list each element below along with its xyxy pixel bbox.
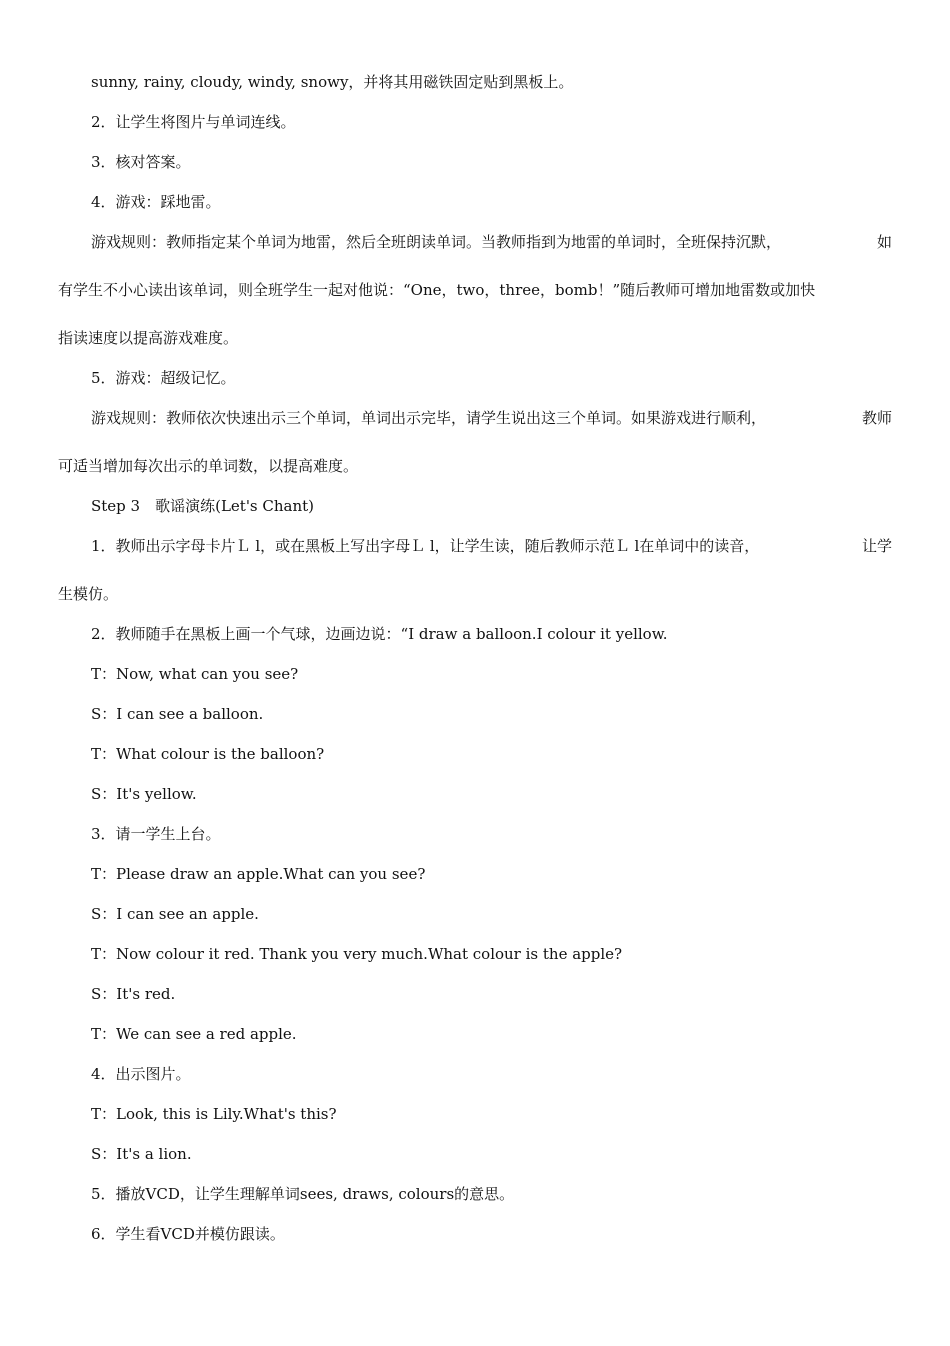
paragraph-draw-balloon: 2．教师随手在黑板上画一个气球，边画边说：“I draw a balloon.I colour it yellow. — [91, 625, 668, 643]
paragraph-letter-card-line-2: 生模仿。 — [58, 585, 119, 603]
text-segment: 如 — [876, 233, 892, 251]
dialogue-line: T：We can see a red apple. — [91, 1025, 297, 1043]
dialogue-line: T：What colour is the balloon? — [91, 745, 325, 763]
paragraph-game-rules-1-line-1 — [91, 232, 892, 252]
paragraph-game-rules-2-line-1 — [91, 408, 892, 428]
paragraph-game-rules-1-line-2: 有学生不小心读出该单词，则全班学生一起对他说：“One，two，three，bomb！”随后教师可增加地雷数或加快 — [58, 281, 816, 299]
paragraph-student-stage: 3．请一学生上台。 — [91, 825, 221, 843]
paragraph-game-rules-2-line-2: 可适当增加每次出示的单词数，以提高难度。 — [58, 457, 359, 475]
dialogue-line: S：I can see a balloon. — [91, 705, 264, 723]
text-segment: 1．教师出示字母卡片Ｌ l，或在黑板上写出字母Ｌ l，让学生读，随后教师示范Ｌ l在单词中的读音， — [91, 537, 760, 555]
paragraph-step-2: 2．让学生将图片与单词连线。 — [91, 113, 296, 131]
text-segment: 游戏规则：教师指定某个单词为地雷，然后全班朗读单词。当教师指到为地雷的单词时，全班保持沉默， — [91, 233, 782, 251]
text-segment: 教师 — [861, 409, 892, 427]
dialogue-line: T：Look, this is Lily.What's this? — [91, 1105, 337, 1123]
paragraph-game-rules-1-line-3: 指读速度以提高游戏难度。 — [58, 329, 239, 347]
paragraph-watch-vcd: 6．学生看VCD并模仿跟读。 — [91, 1225, 285, 1243]
paragraph-game-super-memory: 5．游戏：超级记忆。 — [91, 369, 236, 387]
dialogue-line: S：It's red. — [91, 985, 176, 1003]
dialogue-line: T：Now, what can you see? — [91, 665, 299, 683]
paragraph-show-picture: 4．出示图片。 — [91, 1065, 191, 1083]
dialogue-line: T：Now colour it red. Thank you very much.What colour is the apple? — [91, 945, 623, 963]
paragraph-weather-words: sunny, rainy, cloudy, windy, snowy，并将其用磁铁固定贴到黑板上。 — [91, 73, 574, 91]
section-heading-step-3: Step 3 歌谣演练(Let's Chant) — [91, 497, 315, 515]
text-segment: 游戏规则：教师依次快速出示三个单词，单词出示完毕，请学生说出这三个单词。如果游戏进行顺利， — [91, 409, 767, 427]
dialogue-line: S：It's yellow. — [91, 785, 197, 803]
dialogue-line: S：I can see an apple. — [91, 905, 259, 923]
paragraph-play-vcd: 5．播放VCD，让学生理解单词sees, draws, colours的意思。 — [91, 1185, 515, 1203]
dialogue-line: T：Please draw an apple.What can you see? — [91, 865, 426, 883]
paragraph-letter-card-line-1 — [91, 536, 892, 556]
paragraph-game-minesweeper: 4．游戏：踩地雷。 — [91, 193, 221, 211]
text-segment: 让学 — [861, 537, 892, 555]
dialogue-line: S：It's a lion. — [91, 1145, 192, 1163]
paragraph-step-3: 3．核对答案。 — [91, 153, 191, 171]
